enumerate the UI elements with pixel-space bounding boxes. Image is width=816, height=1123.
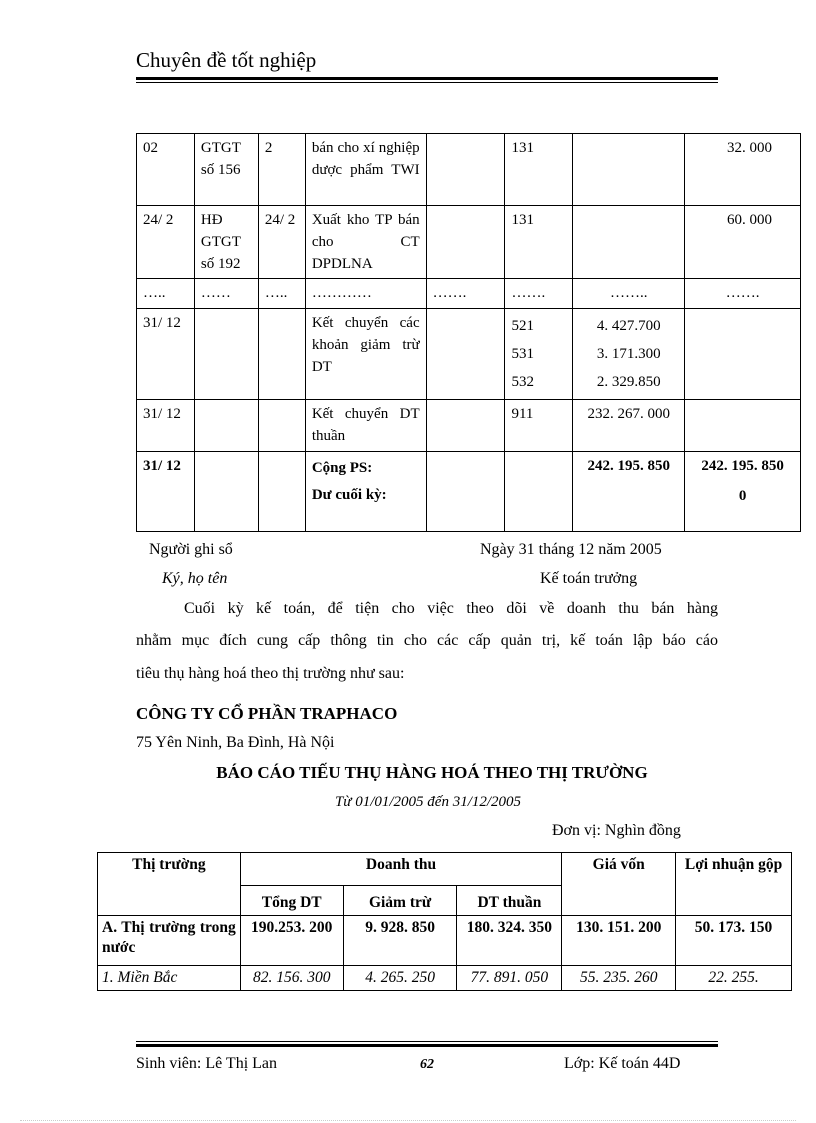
header-net: DT thuần xyxy=(457,886,562,916)
page-number: 62 xyxy=(420,1057,434,1072)
paragraph-line: Cuối kỳ kế toán, để tiện cho việc theo dõi về doanh thu bán hàng xyxy=(184,600,718,617)
cell: 77. 891. 050 xyxy=(457,966,562,991)
cell: 31/ 12 xyxy=(137,309,195,400)
total-label: Cộng PS: xyxy=(311,460,373,476)
cell: 190.253. 200 xyxy=(240,916,343,966)
header-deduction: Giảm trừ xyxy=(343,886,457,916)
table-row xyxy=(137,134,801,206)
report-title: BÁO CÁO TIẾU THỤ HÀNG HOÁ THEO THỊ TRƯỜNG xyxy=(216,763,648,782)
unit-label: Đơn vị: Nghìn đồng xyxy=(552,822,681,839)
company-address: 75 Yên Ninh, Ba Đình, Hà Nội xyxy=(136,734,335,751)
cell: 82. 156. 300 xyxy=(240,966,343,991)
cell xyxy=(573,134,685,206)
recorder-label: Người ghi sổ xyxy=(149,541,233,558)
cell xyxy=(258,452,305,532)
table-row xyxy=(137,452,801,532)
cell: ……. xyxy=(685,279,801,309)
market-report-table xyxy=(97,852,792,991)
cell: ………… xyxy=(305,279,426,309)
header-total: Tổng DT xyxy=(240,886,343,916)
cell: 02 xyxy=(137,134,195,206)
header-revenue: Doanh thu xyxy=(240,853,562,886)
cell: 24/ 2 xyxy=(137,206,195,279)
cell: 1. Miền Bắc xyxy=(98,966,241,991)
cell: 31/ 12 xyxy=(137,400,195,452)
closing-balance: 0 xyxy=(738,488,747,504)
total-amount: 242. 195. 850 xyxy=(701,458,784,474)
cell: 60. 000 xyxy=(685,206,801,279)
cell xyxy=(426,452,505,532)
cell: Xuất kho TP bán cho CT DPDLNA xyxy=(305,206,426,279)
cell: 50. 173. 150 xyxy=(676,916,792,966)
header-market: Thị trường xyxy=(98,853,241,916)
cell: 131 xyxy=(505,134,573,206)
footer-class: Lớp: Kế toán 44D xyxy=(564,1055,681,1072)
cell: ……. xyxy=(505,279,573,309)
cell: ….. xyxy=(258,279,305,309)
cell xyxy=(194,400,258,452)
header-cost: Giá vốn xyxy=(562,853,676,916)
cell: 9. 928. 850 xyxy=(343,916,457,966)
cell xyxy=(505,309,573,400)
cell xyxy=(505,452,573,532)
cell: bán cho xí nghiệp dược phẩm TWI xyxy=(305,134,426,206)
cell: 180. 324. 350 xyxy=(457,916,562,966)
cell: 31/ 12 xyxy=(137,452,195,532)
cell xyxy=(194,309,258,400)
cell: ….. xyxy=(137,279,195,309)
cell: 32. 000 xyxy=(685,134,801,206)
report-date: Ngày 31 tháng 12 năm 2005 xyxy=(480,541,662,558)
cell: 232. 267. 000 xyxy=(573,400,685,452)
account-code: 521 xyxy=(511,318,534,334)
cell: HĐ GTGT số 192 xyxy=(194,206,258,279)
header-rule xyxy=(136,77,718,83)
company-name: CÔNG TY CỔ PHẦN TRAPHACO xyxy=(136,704,398,723)
cell xyxy=(426,206,505,279)
closing-balance-label: Dư cuối kỳ: xyxy=(311,487,387,503)
cell: A. Thị trường trong nước xyxy=(98,916,241,966)
footer-student: Sinh viên: Lê Thị Lan xyxy=(136,1055,278,1072)
cell: 4. 265. 250 xyxy=(343,966,457,991)
cell xyxy=(685,452,801,532)
footer-rule xyxy=(136,1041,718,1047)
cell: …….. xyxy=(573,279,685,309)
cell xyxy=(426,400,505,452)
report-period: Từ 01/01/2005 đến 31/12/2005 xyxy=(334,794,522,810)
ledger-table xyxy=(136,133,801,532)
cell: Kết chuyển các khoản giảm trừ DT xyxy=(305,309,426,400)
cell: 130. 151. 200 xyxy=(562,916,676,966)
cell: 242. 195. 850 xyxy=(573,452,685,532)
table-row xyxy=(98,966,792,991)
cell: ……. xyxy=(426,279,505,309)
paragraph-line: nhằm mục đích cung cấp thông tin cho các cấp quản trị, kế toán lập báo cáo xyxy=(136,632,718,649)
table-row xyxy=(98,916,792,966)
cell xyxy=(573,309,685,400)
table-row xyxy=(137,400,801,452)
cell: 911 xyxy=(505,400,573,452)
amount: 4. 427.700 xyxy=(596,318,661,334)
cell: 55. 235. 260 xyxy=(562,966,676,991)
cell xyxy=(258,400,305,452)
paragraph-line: tiêu thụ hàng hoá theo thị trường như sau: xyxy=(136,665,405,682)
account-code: 532 xyxy=(511,374,534,390)
cell xyxy=(305,452,426,532)
cell: 2 xyxy=(258,134,305,206)
table-row xyxy=(137,309,801,400)
account-code: 531 xyxy=(511,346,534,362)
cell xyxy=(194,452,258,532)
table-header-row xyxy=(98,853,792,886)
cell: 22. 255. xyxy=(676,966,792,991)
amount: 2. 329.850 xyxy=(596,374,661,390)
chief-accountant-label: Kế toán trưởng xyxy=(540,570,638,587)
cell: GTGT số 156 xyxy=(194,134,258,206)
cell: Kết chuyển DT thuần xyxy=(305,400,426,452)
table-row xyxy=(137,279,801,309)
cell xyxy=(426,309,505,400)
cell: …… xyxy=(194,279,258,309)
cell: 24/ 2 xyxy=(258,206,305,279)
page-header-title: Chuyên đề tốt nghiệp xyxy=(136,48,317,72)
recorder-signature-hint: Ký, họ tên xyxy=(162,570,228,587)
cell xyxy=(426,134,505,206)
page-edge-dots xyxy=(20,1120,796,1121)
amount: 3. 171.300 xyxy=(596,346,661,362)
cell xyxy=(685,309,801,400)
cell xyxy=(258,309,305,400)
cell: 131 xyxy=(505,206,573,279)
table-row xyxy=(137,206,801,279)
header-profit: Lợi nhuận gộp xyxy=(676,853,792,916)
cell xyxy=(573,206,685,279)
cell xyxy=(685,400,801,452)
